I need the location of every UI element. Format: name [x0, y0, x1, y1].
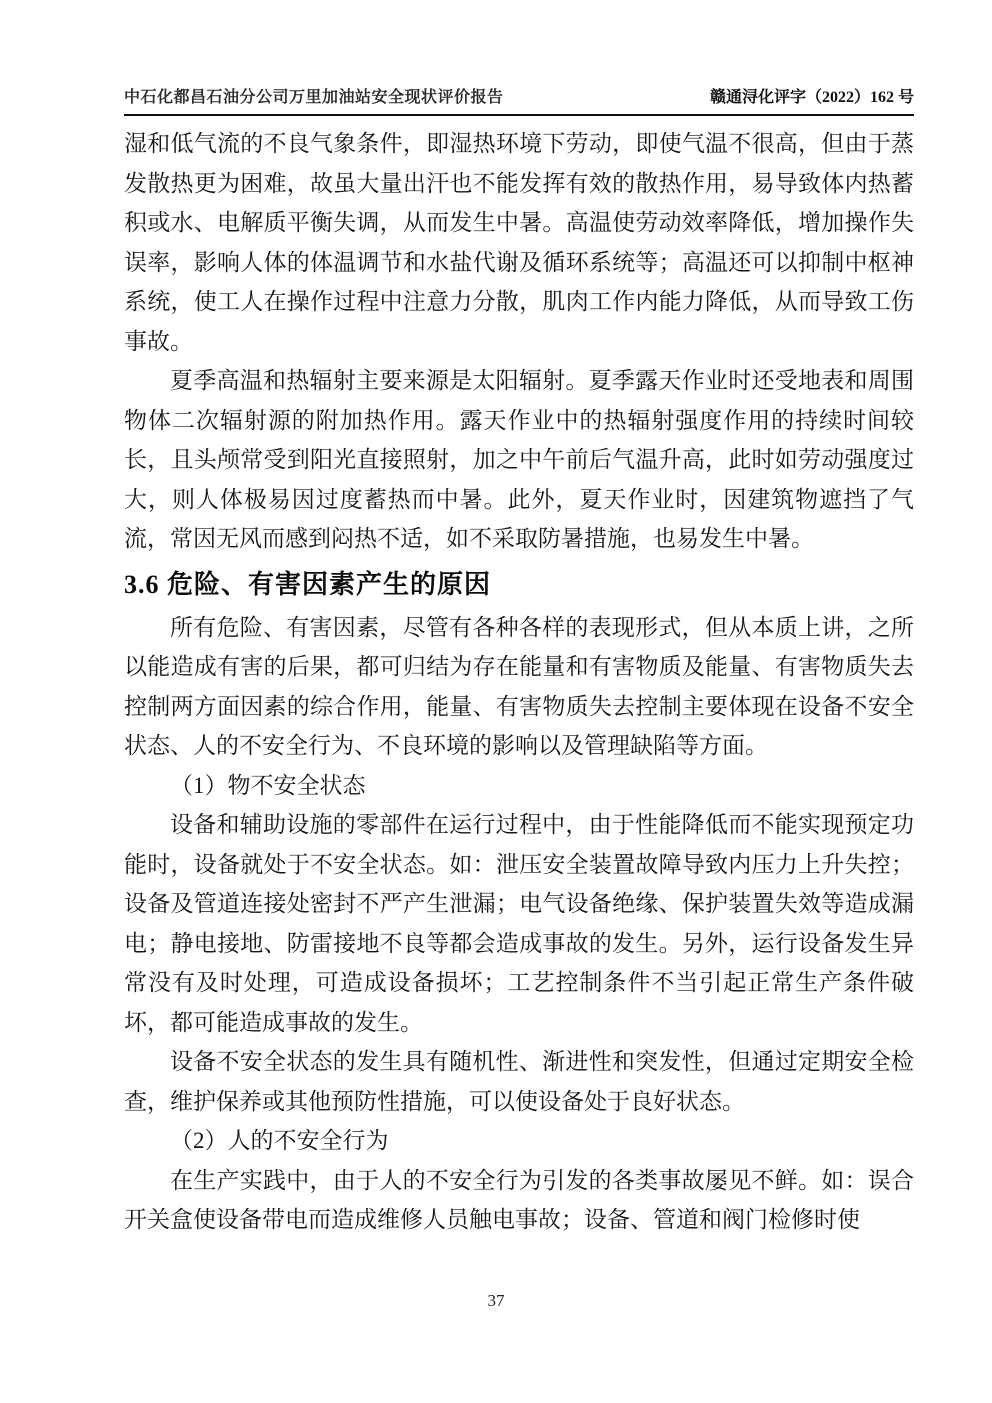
paragraph-heat-humidity-continued: 湿和低气流的不良气象条件，即湿热环境下劳动，即使气温不很高，但由于蒸发散热更为困难，故虽大量出汗也不能发挥有效的散热作用，易导致体内热蓄积或水、电解质平衡失调，从而发生中暑。高温使劳动效率降低，增加操作失误率，影响人体的体温调节和水盐代谢及循环系统等；高温还可以抑制中枢神系统，使工人在操作过程中注意力分散，肌肉工作内能力降低，从而导致工伤事故。: [124, 131, 914, 354]
page-number: 37: [487, 1291, 505, 1310]
page-footer: [0, 1291, 992, 1311]
list-item-1-unsafe-state-of-objects: （1）物不安全状态: [170, 772, 366, 798]
paragraph-unsafe-state-characteristics: 设备不安全状态的发生具有随机性、渐进性和突发性，但通过定期安全检查，维护保养或其他预防性措施，可以使设备处于良好状态。: [124, 1049, 914, 1114]
header-doc-number: 赣通浔化评字（2022）162 号: [709, 89, 914, 106]
paragraph-unsafe-behavior-examples: 在生产实践中，由于人的不安全行为引发的各类事故屡见不鲜。如：误合开关盒使设备带电而造成维修人员触电事故；设备、管道和阀门检修时使: [124, 1167, 914, 1232]
page-header: [124, 84, 914, 116]
section-heading-3-6: 3.6 危险、有害因素产生的原因: [124, 569, 492, 599]
list-item-2-unsafe-human-behavior: （2）人的不安全行为: [170, 1128, 389, 1153]
paragraph-hazard-causes-overview: 所有危险、有害因素，尽管有各种各样的表现形式，但从本质上讲，之所以能造成有害的后果，都可归结为存在能量和有害物质及能量、有害物质失去控制两方面因素的综合作用，能量、有害物质失去控制主要体现在设备不安全状态、人的不安全行为、不良环境的影响以及管理缺陷等方面。: [124, 614, 914, 758]
paragraph-summer-heat-radiation: 夏季高温和热辐射主要来源是太阳辐射。夏季露天作业时还受地表和周围物体二次辐射源的附加热作用。露天作业中的热辐射强度作用的持续时间较长，且头颅常受到阳光直接照射，加之中午前后气温升高，此时如劳动强度过大，则人体极易因过度蓄热而中暑。此外，夏天作业时，因建筑物遮挡了气流，常因无风而感到闷热不适，如不采取防暑措施，也易发生中暑。: [124, 368, 914, 551]
paragraph-equipment-unsafe-state: 设备和辅助设施的零部件在运行过程中，由于性能降低而不能实现预定功能时，设备就处于不安全状态。如：泄压安全装置故障导致内压力上升失控；设备及管道连接处密封不严产生泄漏；电气设备绝缘、保护装置失效等造成漏电；静电接地、防雷接地不良等都会造成事故的发生。另外，运行设备发生异常没有及时处理，可造成设备损坏；工艺控制条件不当引起正常生产条件破坏，都可能造成事故的发生。: [124, 812, 914, 1035]
header-report-title: 中石化都昌石油分公司万里加油站安全现状评价报告: [124, 89, 504, 106]
document-body: [124, 124, 914, 1240]
